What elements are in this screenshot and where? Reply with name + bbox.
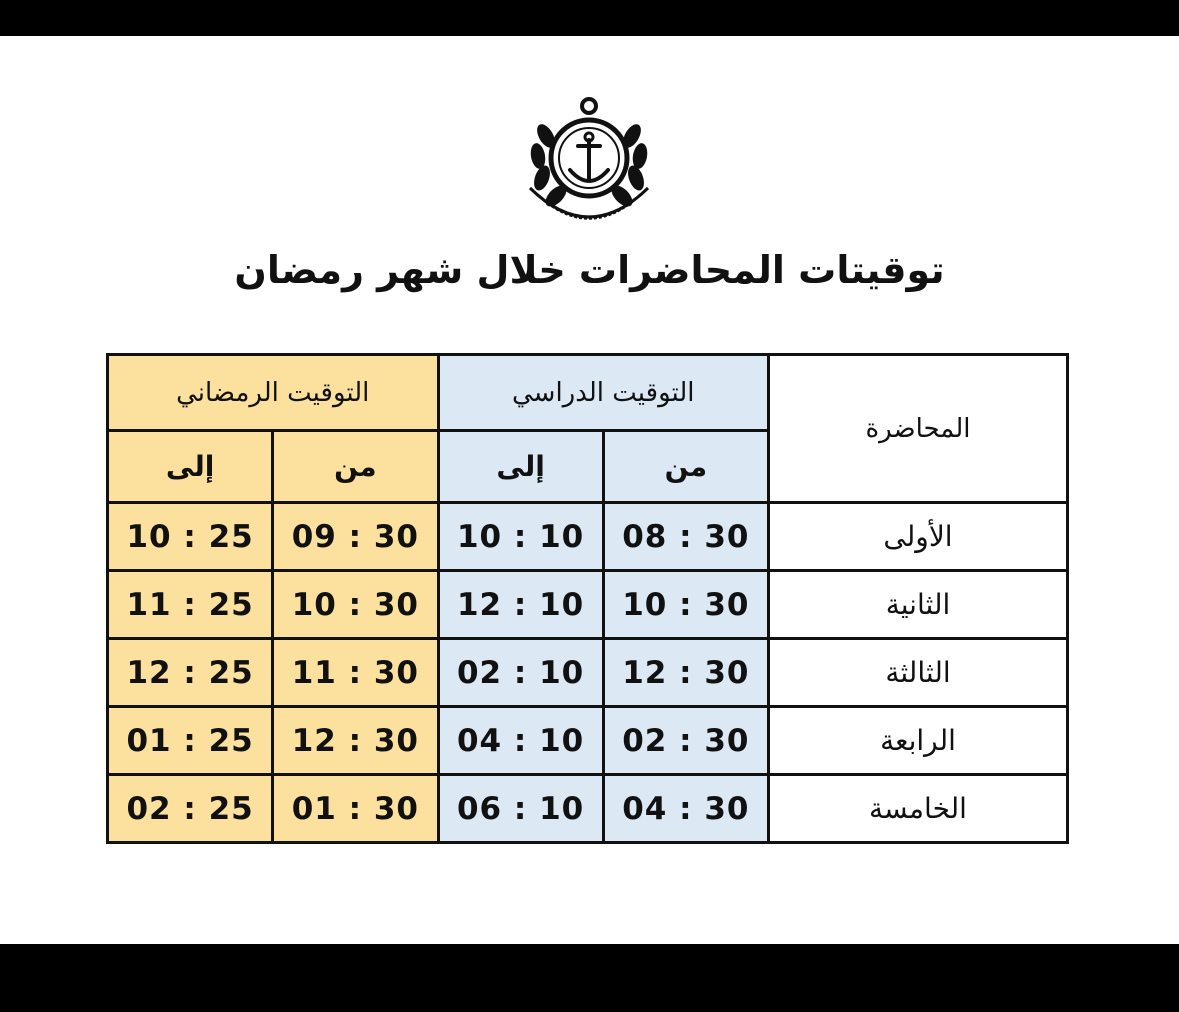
study-to-time: 06 : 10: [438, 775, 603, 843]
study-from-header: من: [603, 431, 768, 503]
bottom-black-bar: [0, 944, 1179, 1012]
study-to-time: 04 : 10: [438, 707, 603, 775]
ramadan-from-time: 10 : 30: [273, 571, 438, 639]
ramadan-to-time: 10 : 25: [108, 503, 273, 571]
study-from-time: 12 : 30: [603, 639, 768, 707]
ramadan-from-header: من: [273, 431, 438, 503]
lecture-name: الرابعة: [769, 707, 1068, 775]
ramadan-to-header: إلى: [108, 431, 273, 503]
table-row: [108, 503, 1068, 571]
ramadan-to-time: 01 : 25: [108, 707, 273, 775]
lecture-name: الأولى: [769, 503, 1068, 571]
top-black-bar: [0, 0, 1179, 36]
lecture-schedule-table: [106, 353, 1069, 844]
study-to-header: إلى: [438, 431, 603, 503]
study-to-time: 12 : 10: [438, 571, 603, 639]
lecture-name: الثالثة: [769, 639, 1068, 707]
lecture-column-header: المحاضرة: [769, 355, 1068, 503]
table-row: [108, 707, 1068, 775]
study-from-time: 04 : 30: [603, 775, 768, 843]
study-time-header: التوقيت الدراسي: [438, 355, 769, 431]
study-from-time: 02 : 30: [603, 707, 768, 775]
study-from-time: 10 : 30: [603, 571, 768, 639]
lecture-name: الثانية: [769, 571, 1068, 639]
ramadan-to-time: 12 : 25: [108, 639, 273, 707]
lecture-name: الخامسة: [769, 775, 1068, 843]
ramadan-from-time: 11 : 30: [273, 639, 438, 707]
table-row: [108, 639, 1068, 707]
academy-logo-icon: [516, 96, 662, 226]
ramadan-to-time: 02 : 25: [108, 775, 273, 843]
study-to-time: 02 : 10: [438, 639, 603, 707]
table-row: [108, 775, 1068, 843]
study-from-time: 08 : 30: [603, 503, 768, 571]
table-row: [108, 571, 1068, 639]
schedule-page: [0, 36, 1179, 944]
page-title: توقيتات المحاضرات خلال شهر رمضان: [234, 248, 945, 292]
ramadan-from-time: 01 : 30: [273, 775, 438, 843]
ramadan-to-time: 11 : 25: [108, 571, 273, 639]
ramadan-time-header: التوقيت الرمضاني: [108, 355, 439, 431]
ramadan-from-time: 09 : 30: [273, 503, 438, 571]
ramadan-from-time: 12 : 30: [273, 707, 438, 775]
study-to-time: 10 : 10: [438, 503, 603, 571]
